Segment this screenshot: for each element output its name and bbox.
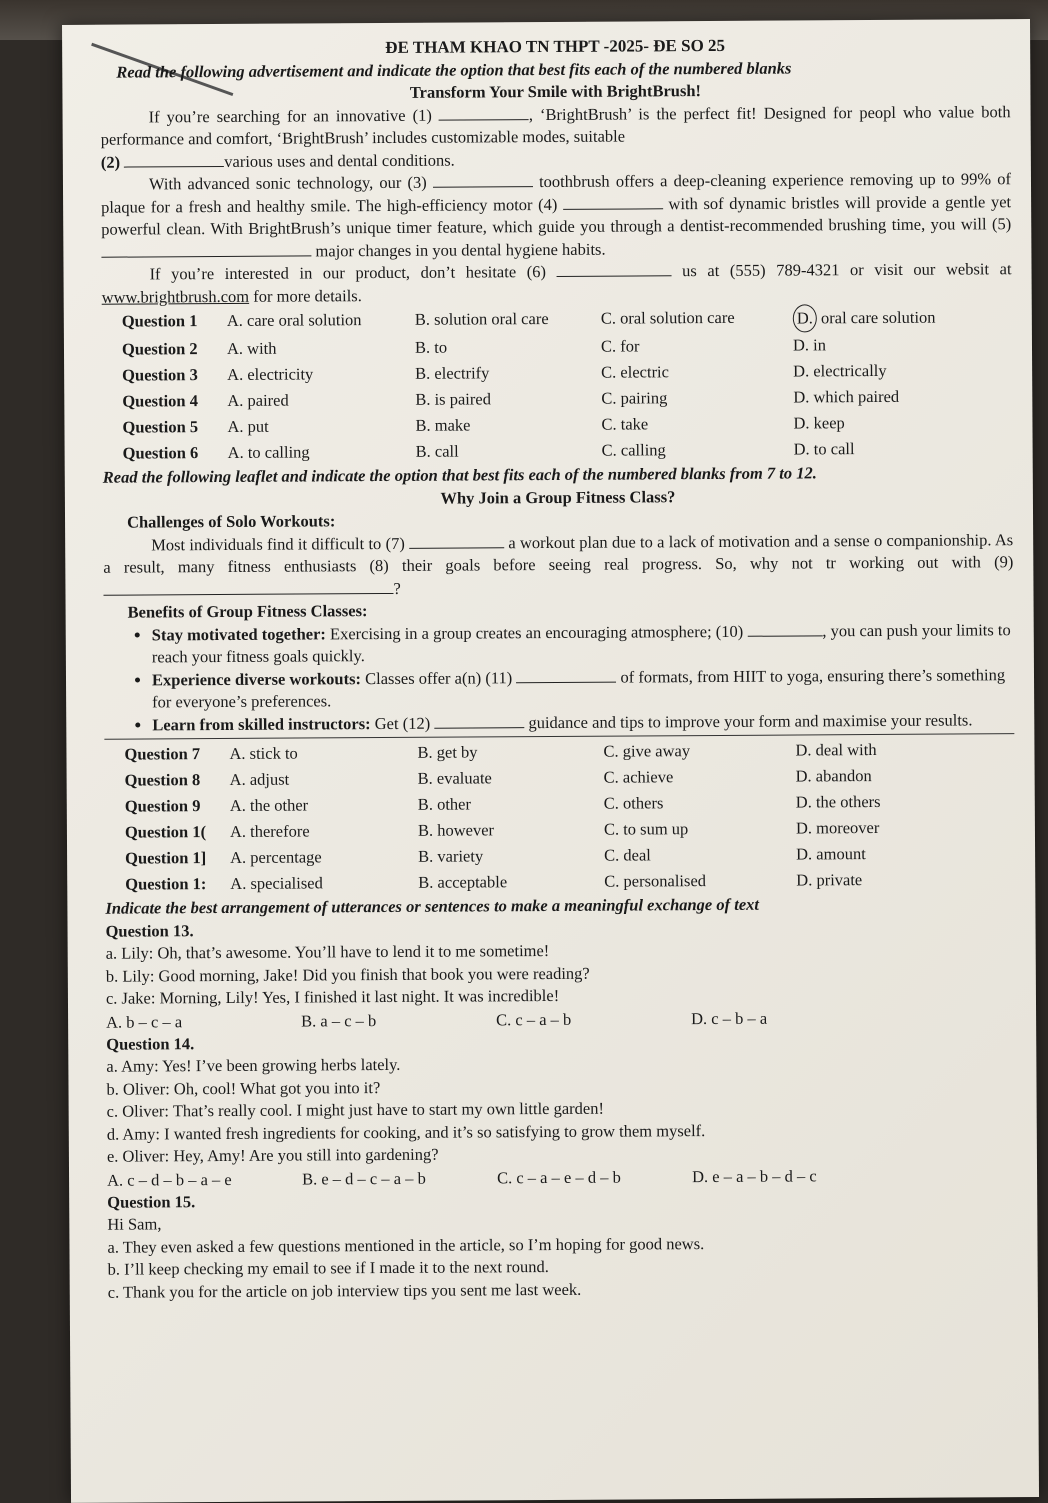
option-b[interactable]: B. evaluate: [417, 768, 492, 788]
blank-1[interactable]: [439, 105, 529, 121]
question-label: Question 2: [121, 339, 198, 359]
option-b[interactable]: B. is paired: [415, 389, 491, 409]
ad-p1-b: , ‘BrightBrush’ is the perfect fit! Designed for peopl who value both performance and comfort, ‘BrightBrush’ includes customizable modes, suitable: [100, 101, 1011, 149]
paper-content: [100, 33, 1018, 1304]
option-b[interactable]: B. solution oral care: [414, 308, 549, 329]
option-a[interactable]: A. specialised: [230, 873, 323, 893]
option-a[interactable]: A. c – d – b – a – e: [107, 1169, 232, 1190]
option-a[interactable]: A. therefore: [229, 821, 310, 841]
q14-line: e. Oliver: Hey, Amy! Are you still into gardening?: [106, 1144, 439, 1166]
option-c[interactable]: C. achieve: [603, 767, 674, 787]
option-d[interactable]: D. c – b – a: [691, 1008, 768, 1028]
q15-line: b. I’ll keep checking my email to see if I made it to the next round.: [107, 1257, 549, 1279]
question-label: Question 4: [122, 391, 199, 411]
option-a[interactable]: A. b – c – a: [106, 1011, 183, 1032]
blank-7[interactable]: [409, 533, 504, 549]
benefit-text: Classes offer a(n) (11): [365, 667, 513, 688]
benefit-text: Get (12): [374, 713, 431, 733]
option-b[interactable]: B. acceptable: [418, 872, 508, 892]
leaflet-subheading-benefits: Benefits of Group Fitness Classes:: [127, 601, 368, 622]
option-d[interactable]: [793, 303, 1012, 332]
ad-p2-c: with sof dynamic bristles will provide a gentle yet powerful clean. With BrightBrush’s unique timer feature, which guide you through a dentist-recommended brushing time, you will (5): [101, 191, 1012, 239]
option-a[interactable]: A. stick to: [229, 743, 298, 763]
option-c[interactable]: C. calling: [601, 440, 666, 460]
option-c[interactable]: C. electric: [601, 362, 669, 382]
benefit-label: Learn from skilled instructors:: [152, 713, 371, 734]
option-d[interactable]: D. e – a – b – d – c: [691, 1165, 817, 1186]
q15-line: a. They even asked a few questions mentioned in the article, so I’m hoping for good news.: [107, 1233, 705, 1257]
option-a[interactable]: A. to calling: [227, 442, 310, 462]
option-a[interactable]: A. adjust: [229, 769, 290, 789]
option-d[interactable]: D. private: [796, 870, 863, 890]
option-b[interactable]: B. get by: [417, 742, 478, 762]
ad-p1-c: various uses and dental conditions.: [224, 150, 455, 171]
leaflet-title: Why Join a Group Fitness Class?: [440, 486, 676, 508]
option-b[interactable]: B. other: [417, 794, 472, 814]
ad-p2-b: toothbrush offers a deep-cleaning experience removing up to 99% of plaque for a fresh and healthy smile. The high-efficiency motor (4): [101, 169, 1012, 217]
q15-line: c. Thank you for the article on job interview tips you sent me last week.: [107, 1279, 582, 1302]
instruction-leaflet: Read the following leaflet and indicate the option that best fits each of the numbered blanks from 7 to 12.: [102, 463, 817, 487]
question-label: Question 8: [124, 770, 201, 790]
option-d-text: oral care solution: [820, 307, 936, 328]
option-c[interactable]: C. c – a – b: [496, 1009, 572, 1029]
blank-11[interactable]: [516, 667, 616, 683]
question-15-title: Question 15.: [107, 1191, 196, 1212]
blank-4[interactable]: [563, 194, 663, 210]
question-13-title: Question 13.: [105, 920, 194, 941]
benefits-list: [104, 619, 1015, 737]
blank-10[interactable]: [747, 621, 822, 636]
option-d[interactable]: D. in: [792, 335, 827, 355]
option-c[interactable]: C. for: [600, 336, 640, 356]
leaflet-paragraph-1: [103, 529, 1013, 602]
question-label: Question 9: [124, 796, 201, 816]
option-a[interactable]: A. care oral solution: [226, 310, 362, 330]
option-b[interactable]: B. call: [415, 441, 459, 461]
benefit-text-cont: guidance and tips to improve your form and maximise your results.: [528, 709, 973, 732]
option-b[interactable]: B. variety: [418, 846, 484, 866]
option-d[interactable]: D. deal with: [795, 739, 877, 760]
benefit-label: Stay motivated together:: [151, 623, 326, 644]
question-row: [102, 303, 1012, 337]
option-a[interactable]: A. the other: [229, 795, 309, 815]
question-label: Question 1:: [125, 874, 207, 894]
option-a[interactable]: A. with: [226, 338, 277, 358]
q14-line: b. Oliver: Oh, cool! What got you into it?: [106, 1077, 381, 1099]
q14-line: a. Amy: Yes! I’ve been growing herbs lately.: [106, 1054, 401, 1076]
blank-5[interactable]: [101, 241, 311, 257]
benefit-text: Exercising in a group creates an encouraging atmosphere; (10): [329, 621, 744, 643]
question-label: Question 1(: [124, 822, 207, 842]
ad-p3-b: us at (555) 789-4321 or visit our websit at: [682, 259, 1012, 281]
q15-greeting: Hi Sam,: [107, 1214, 162, 1234]
blank-9[interactable]: [103, 578, 393, 595]
option-d[interactable]: D. keep: [793, 413, 845, 433]
option-b[interactable]: B. a – c – b: [301, 1010, 377, 1031]
ad-p1-a: If you’re searching for an innovative (1): [148, 105, 432, 126]
instruction-advertisement: Read the following advertisement and indicate the option that best fits each of the numbered blanks: [116, 58, 792, 82]
q13-line: c. Jake: Morning, Lily! Yes, I finished it last night. It was incredible!: [105, 985, 560, 1008]
option-c[interactable]: C. pairing: [601, 388, 668, 408]
question-label: Question 1]: [125, 848, 207, 868]
option-c[interactable]: C. others: [603, 793, 664, 813]
q14-line: c. Oliver: That’s really cool. I might just have to start my own little garden!: [106, 1098, 605, 1121]
question-label: Question 7: [124, 744, 201, 764]
question-label: Question 1: [121, 311, 198, 331]
blank-3[interactable]: [433, 172, 533, 188]
leaflet-p1-b: a workout plan due to a lack of motivation and a sense o companionship. As a result, many fitness enthusiasts (8) their goals before seeing real progress. So, why not tr working out with (9): [103, 529, 1014, 577]
benefit-text-cont: of formats, from HIIT to yoga, ensuring there’s something for everyone’s preferences.: [152, 664, 1006, 712]
benefit-item: [152, 664, 1014, 714]
option-c[interactable]: C. oral solution care: [600, 307, 735, 328]
q13-line: a. Lily: Oh, that’s awesome. You’ll have to lend it to me sometime!: [105, 940, 550, 963]
ad-p3-a: If you’re interested in our product, don’t hesitate (6): [149, 262, 546, 284]
option-c[interactable]: C. c – a – e – d – b: [496, 1167, 621, 1187]
option-d[interactable]: D. moreover: [795, 817, 880, 838]
option-a[interactable]: A. electricity: [227, 364, 314, 384]
questions-1-6: [102, 303, 1013, 467]
option-b[interactable]: B. to: [414, 337, 448, 357]
question-row: [105, 814, 1015, 846]
ad-p2-a: With advanced sonic technology, our (3): [148, 172, 427, 194]
q13-line: b. Lily: Good morning, Jake! Did you finish that book you were reading?: [105, 963, 590, 986]
advertisement-title: Transform Your Smile with BrightBrush!: [409, 81, 702, 102]
benefit-item: [152, 709, 1014, 737]
option-d[interactable]: D. abandon: [795, 766, 872, 786]
question-label: Question 3: [122, 365, 198, 385]
option-b[interactable]: B. electrify: [415, 363, 490, 383]
ad-paragraph-1: [101, 101, 1011, 152]
option-b[interactable]: B. e – d – c – a – b: [302, 1168, 426, 1189]
option-c[interactable]: C. take: [601, 414, 649, 434]
leaflet-p1-a: Most individuals find it difficult to (7): [151, 533, 405, 554]
blank-2-number: (2): [100, 152, 121, 172]
ad-paragraph-2: [101, 168, 1012, 264]
option-a[interactable]: A. percentage: [230, 847, 322, 867]
option-a[interactable]: A. paired: [227, 390, 289, 410]
instruction-arrangement: Indicate the best arrangement of utterances or sentences to make a meaningful exchange of text: [105, 894, 760, 918]
option-c[interactable]: C. give away: [603, 741, 691, 761]
option-d[interactable]: D. amount: [796, 844, 866, 864]
benefit-text-cont: , you can push your limits to reach your fitness goals quickly.: [151, 619, 1011, 667]
blank-2[interactable]: [124, 151, 224, 167]
exam-paper: [62, 19, 1039, 1503]
q14-line: d. Amy: I wanted fresh ingredients for cooking, and it’s so satisfying to grow them myself.: [106, 1120, 706, 1144]
question-14-title: Question 14.: [106, 1033, 195, 1054]
option-c[interactable]: C. to sum up: [603, 819, 689, 839]
option-d[interactable]: D. electrically: [793, 360, 887, 381]
ad-p2-d: major changes in you dental hygiene habits.: [315, 239, 606, 260]
exam-header: ĐE THAM KHAO TN THPT -2025- ĐE SO 25: [385, 35, 726, 57]
blank-12[interactable]: [434, 713, 524, 729]
website-link[interactable]: www.brightbrush.com: [101, 286, 250, 307]
blank-6[interactable]: [556, 261, 671, 277]
option-a[interactable]: A. put: [227, 416, 269, 436]
option-b[interactable]: B. however: [417, 820, 495, 840]
question-label: Question 6: [122, 443, 199, 463]
option-d[interactable]: D. which paired: [793, 386, 900, 407]
benefit-item: [152, 619, 1014, 669]
option-d[interactable]: D. the others: [795, 791, 881, 812]
option-d[interactable]: D. to call: [793, 439, 855, 459]
question-row: [102, 383, 1012, 415]
circled-answer-mark: D.: [793, 304, 817, 332]
option-b[interactable]: B. make: [415, 415, 471, 435]
leaflet-p1-c: ?: [393, 578, 401, 598]
question-label: Question 5: [122, 417, 199, 437]
benefit-label: Experience diverse workouts:: [151, 668, 362, 689]
ad-p3-c: for more details.: [253, 285, 362, 306]
leaflet-subheading-challenges: Challenges of Solo Workouts:: [126, 511, 336, 532]
ad-paragraph-3: [101, 258, 1011, 309]
questions-7-12: [104, 736, 1015, 898]
option-c[interactable]: C. personalised: [604, 871, 707, 891]
option-c[interactable]: C. deal: [604, 845, 651, 865]
